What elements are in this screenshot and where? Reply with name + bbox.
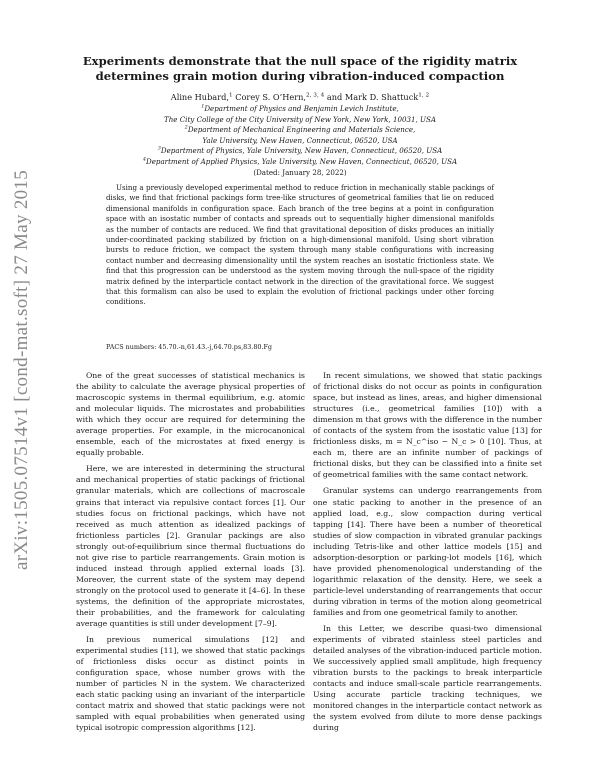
affiliation-line: The City College of the City University of New York, New York, 10031, USA <box>164 114 436 124</box>
paragraph: In recent simulations, we showed that static packings of frictional disks do not occur as points in configuration space, but instead as lines, areas, and higher dimensional structures (i.e., geometrical families [10]) with a dimension m that grows with the difference in the number of contacts of the system from the isostatic value [13] for frictionless disks, m = N_c^iso − N_c > 0 [10]. Thus, at each m, there are an infinite number of packings of frictional disks, but they can be classified into a finite set of geometrical families with the same contact network. <box>313 371 542 480</box>
affiliation-line: $^1$Department of Physics and Benjamin Levich Institute, <box>201 103 399 113</box>
arxiv-sidebar-stamp <box>2 160 42 580</box>
affiliation-line: $^3$Department of Physics, Yale University, New Haven, Connecticut, 06520, USA <box>157 146 443 156</box>
author-2-affil: 2, 3, 4 <box>306 92 325 99</box>
author-list <box>60 92 540 103</box>
pacs-numbers: PACS numbers: 45.70.-n,61.43.-j,64.70.ps,83.80.Fg <box>106 343 273 351</box>
author-1-affil: 1 <box>228 92 233 99</box>
paragraph: In previous numerical simulations [12] and experimental studies [11], we showed that static packings of frictionless disks occur as distinct points in configuration space, whose number grows with the number of particles N in the system. We characterized each static packing using an invariant of the interparticle contact matrix and showed that static packings were not sampled with equal probabilities when generated using typical isotropic compression algorithms [12]. <box>76 635 305 733</box>
affiliation-line: $^4$Department of Applied Physics, Yale University, New Haven, Connecticut, 06520, USA <box>142 156 458 166</box>
author-3-affil: 1, 2 <box>418 92 430 99</box>
author-1: Aline Hubard, <box>170 92 229 102</box>
paragraph: Granular systems can undergo rearrangements from one static packing to another in the presence of an applied load, e.g., slow compaction during vertical tapping [14]. There have been a number of theoretical studies of slow compaction in vibrated granular packings including Tetris-like and other lattice models [15] and adsorption-desorption or parking-lot models [16], which have provided phenomenological understanding of the logarithmic relaxation of the density. Here, we seek a particle-level understanding of rearrangements that occur during vibration in terms of the motion along geometrical families and from one geometrical family to another. <box>313 486 542 617</box>
affiliation-line: Yale University, New Haven, Connecticut, 06520, USA <box>202 135 398 145</box>
body-column-right <box>313 370 542 734</box>
abstract <box>106 183 494 308</box>
body-column-left <box>76 370 305 734</box>
author-3: and Mark D. Shattuck <box>326 92 419 102</box>
abstract-text: Using a previously developed experimental method to reduce friction in mechanically stable packings of disks, we find that frictional packings form tree-like structures of geometrical families that lie on reduced dimensional manifolds in configuration space. Each branch of the tree begins at a point in configuration space with an isostatic number of contacts and spreads out to sequentially higher dimensional manifolds as the number of contacts are reduced. We find that gravitational deposition of disks produces an initially under-coordinated packing stabilized by friction on a high-dimensional manifold. Using short vibration bursts to reduce friction, we compact the system through many stable configurations with increasing contact number and decreasing dimensionality until the system reaches an isostatic frictionless state. We find that this progression can be understood as the system moving through the null-space of the rigidity matrix defined by the interparticle contact network in the direction of the gravitational force. We suggest that this formalism can also be used to explain the evolution of frictional packings under other forcing conditions. <box>106 183 494 307</box>
affiliation-line: $^2$Department of Mechanical Engineering and Materials Science, <box>184 124 416 135</box>
arxiv-id: arXiv:1505.07514v1 [cond-mat.soft] 27 May 2015 <box>11 169 33 571</box>
date-line: (Dated: January 28, 2022) <box>253 167 347 177</box>
paragraph: In this Letter, we describe quasi-two dimensional experiments of vibrated stainless steel particles and detailed analyses of the vibration-induced particle motion. We successively applied small amplitude, high frequency vibration bursts to the packings to break interparticle contacts and induce small-scale particle rearrangements. Using accurate particle tracking techniques, we monitored changes in the interparticle contact network as the system evolved from dilute to more dense packings during <box>313 624 542 733</box>
paragraph: Here, we are interested in determining the structural and mechanical properties of static packings of frictional granular materials, which are collections of macroscale grains that interact via repulsive contact forces [1]. Our studies focus on frictional packings, which have not received as much attention as idealized packings of frictionless particles [2]. Granular packings are also strongly out-of-equilibrium since thermal fluctuations do not give rise to particle rearrangements. Grain motion is induced instead through applied external loads [3]. Moreover, the current state of the system may depend strongly on the protocol used to generate it [4–6]. In these systems, the definition of the appropriate microstates, their probabilities, and the framework for calculating average quantities is still under development [7–9]. <box>76 464 305 629</box>
author-2: Corey S. O’Hern, <box>235 92 307 102</box>
paper-title: Experiments demonstrate that the null space of the rigidity matrix determines grain motion during vibration-induced compaction <box>82 54 518 83</box>
paragraph: One of the great successes of statistical mechanics is the ability to calculate the average physical properties of macroscopic systems in thermal equilibrium, e.g. atomic and molecular liquids. The microstates and probabilities with which they occur are required for determining the average properties. For example, in the microcanonical ensemble, each of the microstates at fixed energy is equally probable. <box>76 371 305 458</box>
affiliations <box>60 104 540 178</box>
